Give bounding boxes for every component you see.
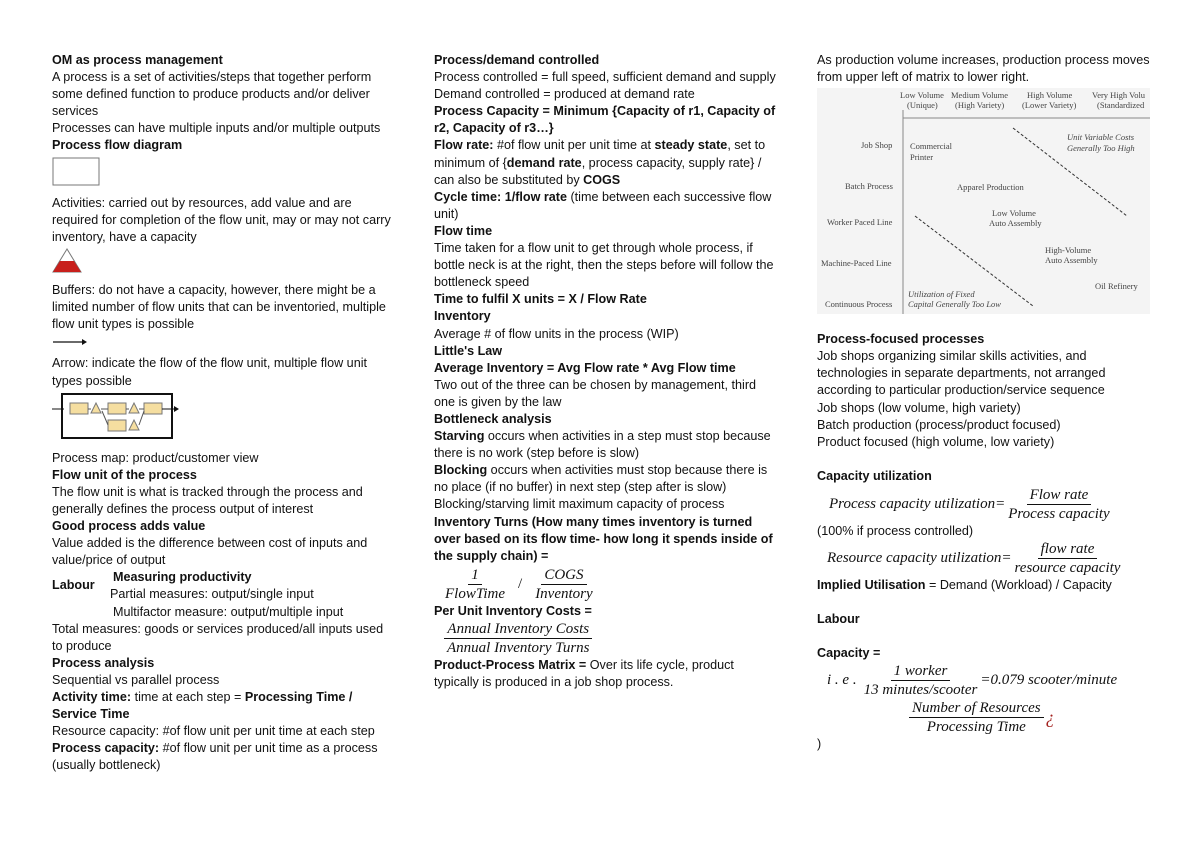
activity-time: Activity time: time at each step = Processing Time / Service Time xyxy=(52,690,353,722)
product-focused: Product focused (high volume, low variety) xyxy=(817,434,1055,449)
implied-utilisation: Implied Utilisation = Demand (Workload) / Capacity xyxy=(817,578,1112,593)
per-unit-den: Annual Inventory Turns xyxy=(447,639,590,656)
heading-process-focused: Process-focused processes xyxy=(817,332,985,347)
two-of-three: Two out of the three can be chosen by management, third one is given by the law xyxy=(434,377,757,409)
column-3 xyxy=(817,52,1157,753)
flow-arrow-icon xyxy=(52,335,392,352)
sequential-parallel: Sequential vs parallel process xyxy=(52,672,220,687)
inv-turns-num1: 1 xyxy=(468,566,482,585)
heading-process-demand: Process/demand controlled xyxy=(434,53,600,67)
starving: Starving occurs when activities in a step must stop because there is no work (step before is slow) xyxy=(434,429,771,461)
heading-measuring-productivity: Measuring productivity xyxy=(113,570,252,585)
heading-inventory-turns: Inventory Turns (How many times inventory is turned over based on its flow time- how long it spends inside of the supply chain) = xyxy=(434,514,773,563)
process-capacity: Process capacity: #of flow unit per unit time as a process (usually bottleneck) xyxy=(52,741,378,773)
heading-bottleneck: Bottleneck analysis xyxy=(434,411,552,426)
average-inventory-formula: Average Inventory = Avg Flow rate * Avg Flow time xyxy=(434,360,736,375)
heading-labour: Labour xyxy=(817,612,860,627)
process-map-icon xyxy=(52,392,392,447)
heading-capacity: Capacity = xyxy=(817,646,881,661)
time-to-fulfil: Time to fulfil X units = X / Flow Rate xyxy=(434,292,647,307)
volume-increase: As production volume increases, production process moves from upper left of matrix to lower right. xyxy=(817,53,1150,85)
process-controlled: Process controlled = full speed, sufficient demand and supply xyxy=(434,70,776,85)
demand-controlled: Demand controlled = produced at demand rate xyxy=(434,87,695,102)
process-inputs: Processes can have multiple inputs and/or multiple outputs xyxy=(52,121,381,136)
activity-box-icon xyxy=(52,157,392,192)
column-1 xyxy=(52,52,392,774)
heading-process-analysis: Process analysis xyxy=(52,655,155,670)
per-unit-num: Annual Inventory Costs xyxy=(444,620,592,639)
job-shops-volume: Job shops (low volume, high variety) xyxy=(817,400,1021,415)
product-process-matrix: Product-Process Matrix = Over its life cycle, product typically is produced in a job shop process. xyxy=(434,657,734,689)
flow-unit-description: The flow unit is what is tracked through the process and generally defines the process output of interest xyxy=(52,484,363,516)
heading-littles-law: Little's Law xyxy=(434,343,503,358)
per-unit-formula xyxy=(444,620,779,657)
buffers-description: Buffers: do not have a capacity, however, there might be a limited number of flow units that can be inventoried, multiple flow unit types is possible xyxy=(52,283,386,332)
value-added-description: Value added is the difference between cost of inputs and value/price of output xyxy=(52,536,368,568)
inventory-description: Average # of flow units in the process (WIP) xyxy=(434,326,679,341)
activities-description: Activities: carried out by resources, add value and are required for completion of the flow unit, may or may not carry inventory, have a capacity xyxy=(52,195,391,244)
heading-capacity-utilization: Capacity utilization xyxy=(817,468,932,483)
flow-rate: Flow rate: #of flow unit per unit time at steady state, set to minimum of {demand rate, process capacity, supply rate} / can also be substituted by COGS xyxy=(434,138,766,187)
heading-om-process: OM as process management xyxy=(52,53,223,67)
process-definition: A process is a set of activities/steps that together perform some defined function to produce products and/or deliver services xyxy=(52,70,372,119)
labour-label: Labour xyxy=(52,578,95,593)
heading-flow-diagram: Process flow diagram xyxy=(52,138,183,153)
heading-per-unit-costs: Per Unit Inventory Costs = xyxy=(434,603,592,618)
process-capacity-utilization-formula: Process capacity utilization= $\frac{\text{Flow rate}}{\text{Process capacity}}$ xyxy=(829,486,1110,522)
multifactor-measure: Multifactor measure: output/multiple input xyxy=(113,604,344,619)
job-shops-description: Job shops organizing similar skills activities, and technologies in separate departments, not arranged according to particular production/service sequence xyxy=(817,349,1106,398)
process-map-description: Process map: product/customer view xyxy=(52,450,259,465)
blocking-starving-limit: Blocking/starving limit maximum capacity of process xyxy=(434,497,725,512)
measuring-productivity-block xyxy=(52,569,392,620)
heading-flow-unit: Flow unit of the process xyxy=(52,467,197,482)
inventory-turns-formula xyxy=(442,566,779,603)
batch-production: Batch production (process/product focused) xyxy=(817,417,1061,432)
column-2 xyxy=(434,52,779,691)
heading-capacity-minimum: Process Capacity = Minimum {Capacity of r1, Capacity of r2, Capacity of r3…} xyxy=(434,104,776,136)
inv-turns-den2: Inventory xyxy=(535,585,593,602)
partial-measures: Partial measures: output/single input xyxy=(110,587,314,602)
heading-inventory: Inventory xyxy=(434,309,491,324)
blocking: Blocking occurs when activities must stop because there is no place (if no buffer) in next step (step after is slow) xyxy=(434,463,768,495)
resources-over-processing-formula: $\frac{\text{Number of Resources}}{\text{Processing Time}}$ ¿ xyxy=(909,699,1157,736)
inv-turns-separator: / xyxy=(518,575,523,592)
heading-flow-time: Flow time xyxy=(434,223,493,238)
inv-turns-num2: COGS xyxy=(541,566,586,585)
total-measures: Total measures: goods or services produced/all inputs used to produce xyxy=(52,621,384,653)
resource-capacity: Resource capacity: #of flow unit per unit time at each step xyxy=(52,724,375,739)
resource-capacity-utilization-formula: Resource capacity utilization= $\frac{\text{flow rate}}{\text{resource capacity}}$ xyxy=(827,541,1121,577)
cycle-time: Cycle time: 1/flow rate (time between each successive flow unit) xyxy=(434,189,772,221)
inv-turns-den1: FlowTime xyxy=(445,585,506,602)
heading-good-process: Good process adds value xyxy=(52,519,206,534)
flow-time-description: Time taken for a flow unit to get through whole process, if bottle neck is at the right, then the steps before will follow the bottleneck speed xyxy=(434,241,774,290)
closing-paren: ) xyxy=(817,737,822,752)
scooter-capacity-formula: i . e . $\frac{\text{1 worker}}{\text{13 minutes/scooter}}$ =0.079 scooter/minute xyxy=(827,663,1118,699)
arrow-description: Arrow: indicate the flow of the flow unit, multiple flow unit types possible xyxy=(52,356,367,388)
product-process-matrix-figure: Low Volume (Unique) Medium Volume (High Variety) High Volume (Lower Variety) Very High Volu (Standardized Job Shop Batch Process Worker Paced Line Machine-Paced Line Continuous Process Commercial Printer Apparel Production Low Volume Auto Assembly High-Volume Auto Assembly Oil Refinery Unit Variable Costs Generally Too High Utilization of Fixed Capital Generally Too Low xyxy=(817,88,1150,314)
process-controlled-note: (100% if process controlled) xyxy=(817,523,974,538)
buffer-triangle-icon xyxy=(52,248,392,279)
